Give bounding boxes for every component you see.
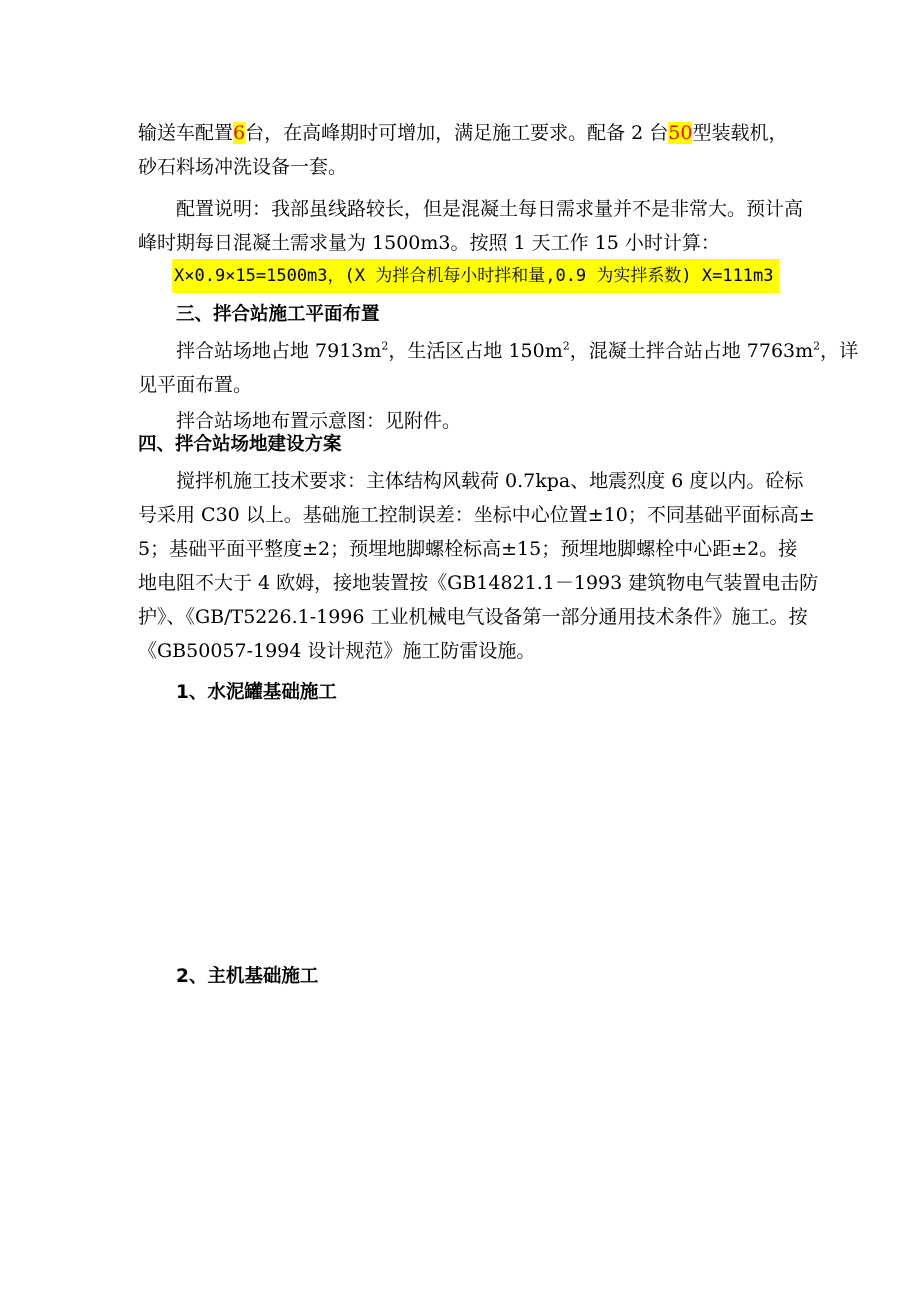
highlighted-number: 50 bbox=[668, 122, 693, 144]
text-span: 拌合站场地占地 7913m bbox=[176, 340, 382, 362]
superscript: 2 bbox=[562, 339, 570, 353]
tech-line-1: 搅拌机施工技术要求：主体结构风载荷 0.7kpa、地震烈度 6 度以内。砼标 bbox=[176, 470, 804, 492]
layout-note: 拌合站场地布置示意图：见附件。 bbox=[176, 410, 462, 432]
config-note-line-1: 配置说明：我部虽线路较长，但是混凝土每日需求量并不是非常大。预计高 bbox=[176, 198, 804, 220]
text-span: ，混凝土拌合站占地 7763m bbox=[569, 340, 814, 362]
tech-line-3: 5；基础平面平整度±2；预埋地脚螺栓标高±15；预埋地脚螺栓中心距±2。接 bbox=[138, 538, 798, 560]
section-3-heading: 三、拌合站施工平面布置 bbox=[176, 304, 380, 325]
subsection-1-heading: 1、水泥罐基础施工 bbox=[176, 682, 337, 703]
text-span: 台，在高峰期时可增加，满足施工要求。配备 2 台 bbox=[245, 122, 669, 144]
superscript: 2 bbox=[813, 339, 821, 353]
text-span: ，生活区占地 150m bbox=[388, 340, 563, 362]
tech-line-2: 号采用 C30 以上。基础施工控制误差：坐标中心位置±10；不同基础平面标高± bbox=[138, 504, 815, 526]
tech-line-6: 《GB50057-1994 设计规范》施工防雷设施。 bbox=[138, 640, 536, 662]
area-line-1 bbox=[176, 334, 858, 368]
formula-line: X×0.9×15=1500m3，(X 为拌合机每小时拌和量,0.9 为实拌系数) X=111m3 bbox=[174, 266, 774, 286]
superscript: 2 bbox=[381, 339, 389, 353]
section-4-heading: 四、拌合站场地建设方案 bbox=[138, 434, 342, 455]
tech-line-4: 地电阻不大于 4 欧姆，接地装置按《GB14821.1－1993 建筑物电气装置电击防 bbox=[138, 572, 819, 594]
highlighted-number: 6 bbox=[233, 122, 246, 144]
config-note-line-2: 峰时期每日混凝土需求量为 1500m3。按照 1 天工作 15 小时计算： bbox=[138, 232, 720, 254]
area-line-2: 见平面布置。 bbox=[138, 374, 253, 396]
paragraph-1-line-2: 砂石料场冲洗设备一套。 bbox=[138, 156, 348, 178]
text-span: ，详 bbox=[820, 340, 859, 362]
text-span: 输送车配置 bbox=[138, 122, 234, 144]
subsection-2-heading: 2、主机基础施工 bbox=[176, 966, 319, 987]
text-span: 型装载机， bbox=[692, 122, 788, 144]
tech-line-5: 护》、《GB/T5226.1-1996 工业机械电气设备第一部分通用技术条件》施工。按 bbox=[138, 606, 808, 628]
paragraph-1-line-1 bbox=[138, 116, 787, 150]
